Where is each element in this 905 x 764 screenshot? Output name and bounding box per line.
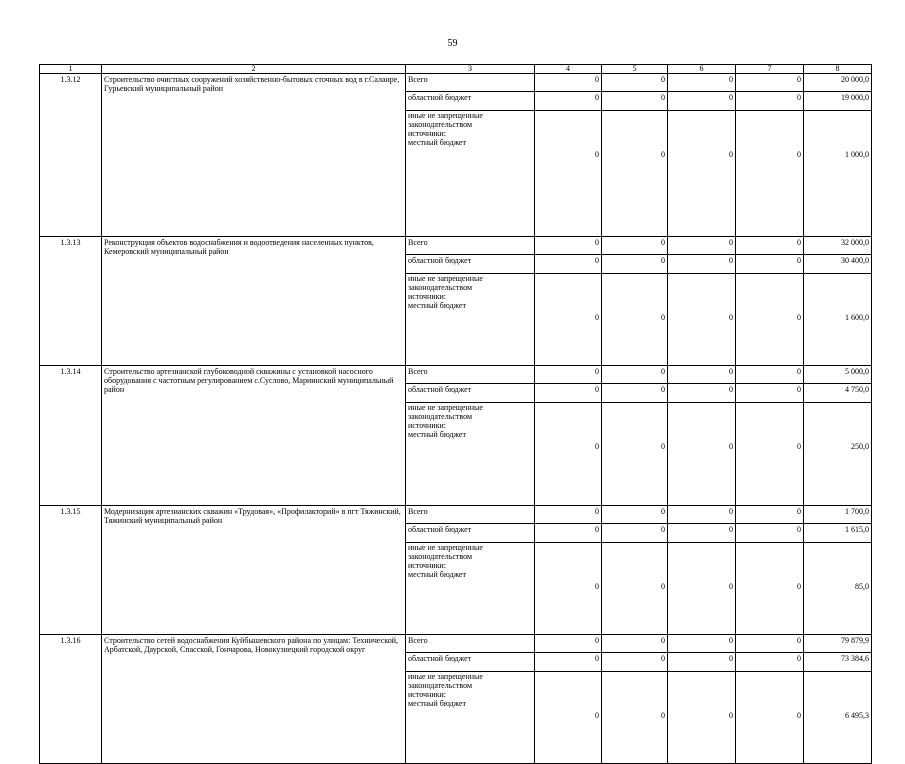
source-other-line: законодательством: [408, 283, 473, 292]
value-cell: 73 384,6: [804, 653, 872, 672]
source-other-label: [406, 543, 535, 635]
value-cell: 0: [668, 237, 736, 255]
value-cell: 0: [602, 366, 668, 384]
value-cell: 1 700,0: [804, 506, 872, 524]
source-local-label: местный бюджет: [408, 301, 466, 310]
row-code: 1.3.15: [40, 506, 102, 635]
value-cell: 0: [668, 524, 736, 543]
value-cell: 0: [736, 111, 804, 237]
source-other-label: [406, 274, 535, 366]
value-cell: 0: [602, 237, 668, 255]
value-cell: 4 750,0: [804, 384, 872, 403]
value-cell: 0: [602, 92, 668, 111]
table-row-total: [40, 237, 872, 255]
value-cell: 85,0: [804, 543, 872, 635]
value-cell: 0: [602, 74, 668, 92]
value-cell: 0: [668, 635, 736, 653]
value-cell: 6 495,3: [804, 672, 872, 764]
value-cell: 0: [736, 543, 804, 635]
source-regional-label: областной бюджет: [406, 255, 535, 274]
value-cell: 0: [736, 237, 804, 255]
column-header: 3: [406, 65, 535, 74]
value-cell: 0: [736, 635, 804, 653]
value-cell: 5 000,0: [804, 366, 872, 384]
row-name: Строительство артезианской глубоководной скважины с установкой насосного оборудования с частотным регулированием с.Суслово, Мариинский муниципальный район: [102, 366, 406, 506]
source-local-label: местный бюджет: [408, 138, 466, 147]
value-cell: 250,0: [804, 403, 872, 506]
source-other-line: законодательством: [408, 412, 473, 421]
value-cell: 1 615,0: [804, 524, 872, 543]
value-cell: 0: [668, 74, 736, 92]
value-cell: 0: [736, 92, 804, 111]
value-cell: 32 000,0: [804, 237, 872, 255]
value-cell: 0: [602, 653, 668, 672]
value-cell: 0: [736, 384, 804, 403]
row-name: Строительство сетей водоснабжения Куйбышевского района по улицам: Технической, Арбатской, Даурской, Спасской, Гончарова, Новокузнецкий городской округ: [102, 635, 406, 764]
value-cell: 0: [668, 92, 736, 111]
value-cell: 0: [736, 653, 804, 672]
table-row-total: [40, 366, 872, 384]
value-cell: 0: [602, 672, 668, 764]
source-other-line: иные не запрещенные: [408, 403, 483, 412]
value-cell: 0: [535, 543, 602, 635]
source-other-label: [406, 672, 535, 764]
source-other-line: источники:: [408, 421, 446, 430]
source-total-label: Всего: [406, 74, 535, 92]
value-cell: 0: [668, 672, 736, 764]
value-cell: 0: [736, 366, 804, 384]
source-local-label: местный бюджет: [408, 430, 466, 439]
value-cell: 0: [602, 384, 668, 403]
value-cell: 0: [602, 506, 668, 524]
value-cell: 0: [736, 672, 804, 764]
value-cell: 20 000,0: [804, 74, 872, 92]
value-cell: 0: [736, 403, 804, 506]
value-cell: 0: [668, 255, 736, 274]
value-cell: 0: [602, 524, 668, 543]
value-cell: 19 000,0: [804, 92, 872, 111]
row-name: Модернизация артезианских скважин «Трудовая», «Профилакторий» в пгт Тяжинский, Тяжинский муниципальный район: [102, 506, 406, 635]
source-local-label: местный бюджет: [408, 699, 466, 708]
value-cell: 0: [668, 653, 736, 672]
source-other-line: иные не запрещенные: [408, 543, 483, 552]
row-code: 1.3.13: [40, 237, 102, 366]
column-header: 5: [602, 65, 668, 74]
row-code: 1.3.12: [40, 74, 102, 237]
source-other-line: законодательством: [408, 681, 473, 690]
budget-table: [39, 64, 872, 764]
value-cell: 0: [535, 74, 602, 92]
source-other-line: иные не запрещенные: [408, 274, 483, 283]
source-total-label: Всего: [406, 506, 535, 524]
source-other-line: иные не запрещенные: [408, 111, 483, 120]
column-header: 2: [102, 65, 406, 74]
source-other-label: [406, 403, 535, 506]
value-cell: 0: [736, 255, 804, 274]
table-row-total: [40, 635, 872, 653]
value-cell: 0: [535, 92, 602, 111]
value-cell: 0: [736, 506, 804, 524]
source-total-label: Всего: [406, 237, 535, 255]
value-cell: 0: [535, 255, 602, 274]
column-header: 7: [736, 65, 804, 74]
value-cell: 1 000,0: [804, 111, 872, 237]
row-name: Строительство очистных сооружений хозяйственно-бытовых сточных вод в г.Салаире, Гурьевский муниципальный район: [102, 74, 406, 237]
value-cell: 0: [668, 274, 736, 366]
value-cell: 0: [602, 543, 668, 635]
column-header: 1: [40, 65, 102, 74]
source-regional-label: областной бюджет: [406, 92, 535, 111]
value-cell: 0: [535, 506, 602, 524]
value-cell: 0: [668, 543, 736, 635]
source-other-line: иные не запрещенные: [408, 672, 483, 681]
column-header: 4: [535, 65, 602, 74]
value-cell: 0: [602, 274, 668, 366]
value-cell: 0: [535, 237, 602, 255]
column-number-row: [40, 65, 872, 74]
source-other-line: источники:: [408, 129, 446, 138]
source-total-label: Всего: [406, 366, 535, 384]
value-cell: 0: [668, 384, 736, 403]
source-other-line: источники:: [408, 561, 446, 570]
value-cell: 0: [535, 111, 602, 237]
value-cell: 0: [668, 111, 736, 237]
source-total-label: Всего: [406, 635, 535, 653]
source-other-line: законодательством: [408, 552, 473, 561]
value-cell: 0: [535, 524, 602, 543]
value-cell: 0: [535, 384, 602, 403]
source-other-label: [406, 111, 535, 237]
value-cell: 0: [535, 403, 602, 506]
value-cell: 0: [668, 366, 736, 384]
value-cell: 0: [668, 506, 736, 524]
source-regional-label: областной бюджет: [406, 653, 535, 672]
value-cell: 0: [602, 255, 668, 274]
column-header: 6: [668, 65, 736, 74]
value-cell: 0: [602, 635, 668, 653]
source-local-label: местный бюджет: [408, 570, 466, 579]
row-name: Реконструкция объектов водоснабжения и водоотведения населенных пунктов, Кемеровский муниципальный район: [102, 237, 406, 366]
source-other-line: источники:: [408, 292, 446, 301]
value-cell: 0: [535, 672, 602, 764]
value-cell: 0: [535, 366, 602, 384]
column-header: 8: [804, 65, 872, 74]
table-row-total: [40, 506, 872, 524]
value-cell: 30 400,0: [804, 255, 872, 274]
value-cell: 1 600,0: [804, 274, 872, 366]
source-other-line: источники:: [408, 690, 446, 699]
value-cell: 79 879,9: [804, 635, 872, 653]
row-code: 1.3.14: [40, 366, 102, 506]
value-cell: 0: [535, 635, 602, 653]
value-cell: 0: [736, 74, 804, 92]
value-cell: 0: [535, 274, 602, 366]
value-cell: 0: [668, 403, 736, 506]
value-cell: 0: [736, 524, 804, 543]
table-row-total: [40, 74, 872, 92]
value-cell: 0: [736, 274, 804, 366]
source-regional-label: областной бюджет: [406, 524, 535, 543]
page-number: 59: [447, 38, 458, 49]
row-code: 1.3.16: [40, 635, 102, 764]
value-cell: 0: [535, 653, 602, 672]
value-cell: 0: [602, 403, 668, 506]
source-other-line: законодательством: [408, 120, 473, 129]
source-regional-label: областной бюджет: [406, 384, 535, 403]
value-cell: 0: [602, 111, 668, 237]
